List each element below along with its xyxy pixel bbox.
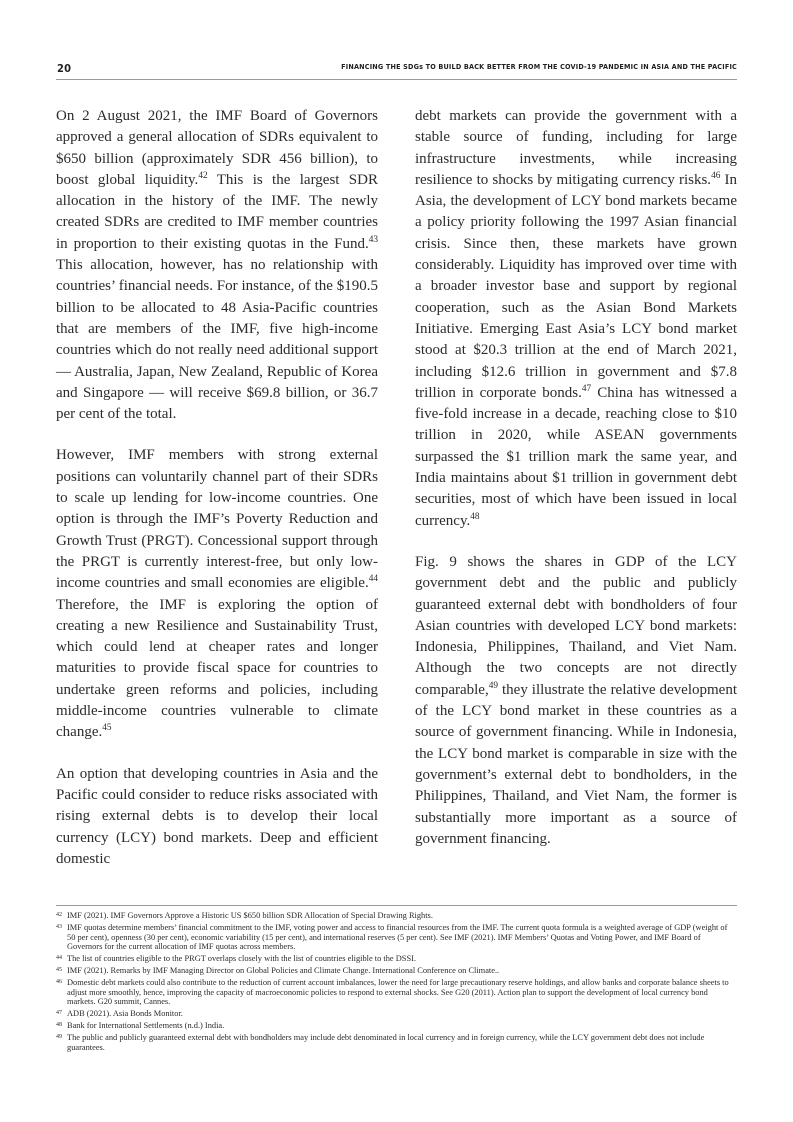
right-column xyxy=(415,106,737,870)
footnote-ref-42[interactable]: 42 xyxy=(198,170,208,181)
footnote-number: 44 xyxy=(56,955,62,962)
footnote-number: 49 xyxy=(56,1034,62,1041)
footnote-46 xyxy=(56,978,737,1007)
footnote-47 xyxy=(56,1009,737,1019)
paragraph-lcy-option: An option that developing countries in Asia and the Pacific could consider to reduce risks associated with rising external debts is to develop their local currency (LCY) bond markets. Deep and efficient domestic xyxy=(56,765,378,867)
footnote-44 xyxy=(56,954,737,964)
paragraph-fig9: Fig. 9 shows the shares in GDP of the LCY government debt and the public and publicly guaranteed external debt with bondholders of four Asian countries with developed LCY bond markets: Indonesia, Philippines, Thailand, and Viet Nam. Although the two concepts are not directly comparable,$^{49}$ they illustrate the relative development of the LCY bond market in these countries as a source of government financing. While in Indonesia, the LCY bond market is comparable in size with the government’s external debt to bondholders, in the Philippines, Thailand, and Viet Nam, the former is substantially more important as a source of government financing. xyxy=(415,553,737,847)
footnote-ref-48[interactable]: 48 xyxy=(470,511,480,522)
footnote-number: 42 xyxy=(56,912,62,918)
footnote-text: Domestic debt markets could also contribute to the reduction of current account imbalances, lower the need for large precautionary reserve holdings, and allow banks and corporate balance sheets to adjust more smoothly, hence, improving the capacity of macroeconomic policies to respond to external shocks. See G20 (2011). Action plan to support the development of local currency bond markets. G20 summit, Cannes. xyxy=(67,977,729,1007)
footnote-ref-46[interactable]: 46 xyxy=(711,170,721,181)
footnote-45 xyxy=(56,966,737,976)
footnote-text: IMF (2021). IMF Governors Approve a Historic US $650 billion SDR Allocation of Special Drawing Rights. xyxy=(67,911,433,920)
footnote-number: 45 xyxy=(56,967,62,974)
footnote-text: ADB (2021). Asia Bonds Monitor. xyxy=(67,1009,183,1019)
footnote-48 xyxy=(56,1021,737,1031)
footnote-divider xyxy=(56,905,737,906)
footnote-number: 43 xyxy=(56,923,62,930)
footnote-42 xyxy=(56,911,737,921)
footnote-ref-49[interactable]: 49 xyxy=(488,680,499,691)
footnote-number: 46 xyxy=(56,978,62,985)
footnote-ref-45[interactable]: 45 xyxy=(102,723,112,734)
footnote-text: IMF quotas determine members’ financial commitment to the IMF, voting power and access to financial resources from the IMF. The current quota formula is a weighted average of GDP (weight of 50 per cent), openness (30 per cent), economic variability (15 per cent), and international reserves (5 per cent). See IMF (2021). IMF Members’ Quotas and Voting Power, and IMF Board of Governors for the current allocation of IMF quotas across members. xyxy=(67,922,728,952)
paragraph-sdr-allocation: On 2 August 2021, the IMF Board of Governors approved a general allocation of SDRs equivalent to $650 billion (approximately SDR 456 billion), to boost global liquidity.$^{42}$ This is the largest SDR allocation in the history of the IMF. The newly created SDRs are credited to IMF member countries in proportion to their existing quotas in the Fund.$^{43}$ This allocation, however, has no relationship with countries’ financial needs. For instance, of the $190.5 billion to be allocated to 48 Asia-Pacific countries that are members of the IMF, five high-income countries which do not really need additional support — Australia, Japan, New Zealand, Republic of Korea and Singapore — will receive $69.8 billion, or 36.7 per cent of the total. xyxy=(56,108,378,423)
running-header: FINANCING THE SDGs TO BUILD BACK BETTER FROM THE COVID-19 PANDEMIC IN ASIA AND THE PACIFIC xyxy=(341,62,737,71)
footnote-text: The list of countries eligible to the PRGT overlaps closely with the list of countries eligible to the DSSI. xyxy=(67,954,416,964)
paragraph-debt-markets: debt markets can provide the government with a stable source of funding, including for large infrastructure investments, while increasing resilience to shocks by mitigating currency risks.$^{46}$ In Asia, the development of LCY bond markets became a policy priority following the 1997 Asian financial crisis. Since then, these markets have grown considerably. Liquidity has improved over time with a broader investor base and support by regional cooperation, such as the Asian Bond Markets Initiative. Emerging East Asia’s LCY bond market stood at $20.3 trillion at the end of March 2021, including $12.6 trillion in government and $7.8 trillion in corporate bonds.$^{47}$ China has witnessed a five-fold increase in a decade, reaching close to $10 trillion in 2020, while ASEAN governments surpassed the $1 trillion mark the same year, and India maintains about $1 trillion in government debt securities, most of which have been issued in local currency.$^{48}$ xyxy=(415,108,738,529)
footnote-ref-44[interactable]: 44 xyxy=(368,574,378,585)
footnote-number: 47 xyxy=(56,1010,62,1017)
footnote-49 xyxy=(56,1033,737,1052)
footnote-43 xyxy=(56,923,737,952)
paragraph-channel-sdrs: However, IMF members with strong external positions can voluntarily channel part of their SDRs to scale up lending for low-income countries. One option is through the IMF’s Poverty Reduction and Growth Trust (PRGT). Concessional support through the PRGT is currently interest-free, but only low-income countries and small economies are eligible.$^{44}$ Therefore, the IMF is exploring the option of creating a new Resilience and Sustainability Trust, which could lend at cheaper rates and longer maturities to provide fiscal space for countries to undertake green reforms and policies, including middle-income countries vulnerable to climate change.$^{45}$ xyxy=(56,447,378,741)
footnote-number: 48 xyxy=(56,1022,62,1029)
footnote-ref-43[interactable]: 43 xyxy=(368,234,378,245)
footnote-ref-47[interactable]: 47 xyxy=(581,383,592,394)
header-divider xyxy=(56,79,737,80)
footnote-text: The public and publicly guaranteed external debt with bondholders may include debt denominated in local currency and in foreign currency, while the LCY government debt does not include guarantees. xyxy=(67,1033,705,1052)
footnotes xyxy=(56,911,737,1055)
footnote-text: IMF (2021). Remarks by IMF Managing Director on Global Policies and Climate Change. International Conference on Climate.. xyxy=(67,966,500,976)
footnote-text: Bank for International Settlements (n.d.) India. xyxy=(67,1021,225,1031)
page-number: 20 xyxy=(57,62,72,75)
left-column xyxy=(56,106,378,890)
